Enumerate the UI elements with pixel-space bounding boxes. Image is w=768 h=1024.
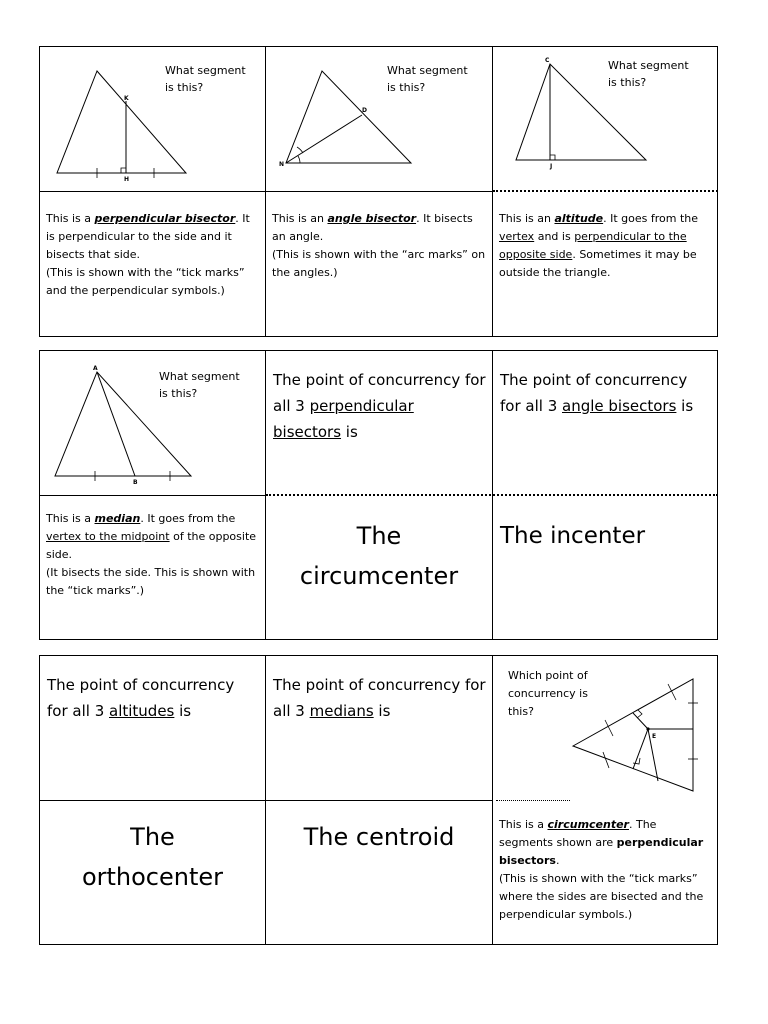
card-block-1 <box>39 46 718 337</box>
triangle-circumcenter-figure <box>493 656 718 800</box>
card-answer-perpendicular-bisector <box>40 192 265 337</box>
card-answer-circumcenter <box>266 496 492 640</box>
card-question-angle-bisector <box>266 47 492 191</box>
point-label: E <box>652 733 657 740</box>
answer-text: The incenter <box>500 523 646 549</box>
question-text: The point of concurrency for all 3 altitudes is <box>47 676 235 720</box>
answer-description: This is an altitude. It goes from the vertex and is perpendicular to the opposite side. Sometimes it may be outside the triangle. <box>499 212 699 279</box>
question-text: What segment is this? <box>165 64 246 94</box>
answer-text: The circumcenter <box>299 522 459 590</box>
answer-description: This is a perpendicular bisector. It is perpendicular to the side and it bisects that side. (This is shown with the “tick marks” and the perpendicular symbols.) <box>46 212 250 297</box>
answer-text: The centroid <box>303 823 455 851</box>
card-answer-orthocenter <box>40 801 265 945</box>
card-answer-median <box>40 496 265 640</box>
card-question-perpendicular-bisector <box>40 47 265 191</box>
question-text: What segment is this? <box>159 370 240 400</box>
card-answer-altitude <box>493 192 718 337</box>
question-text: What segment is this? <box>608 59 689 89</box>
question-text: Which point of concurrency is this? <box>508 669 588 718</box>
question-text: The point of concurrency for all 3 angle bisectors is <box>500 371 694 415</box>
point-label: N <box>279 161 285 168</box>
card-answer-incenter <box>493 496 718 640</box>
question-text: What segment is this? <box>387 64 468 94</box>
answer-text: The orthocenter <box>81 823 224 891</box>
answer-description: This is an angle bisector. It bisects an angle. (This is shown with the “arc marks” on the angles.) <box>272 212 486 279</box>
point-label: A <box>93 365 98 372</box>
card-question-altitude <box>493 47 718 191</box>
card-question-circumcenter-figure <box>493 656 718 800</box>
card-question-circumcenter <box>266 351 492 495</box>
point-label: B <box>133 479 138 486</box>
card-block-2 <box>39 350 718 640</box>
question-text: The point of concurrency for all 3 perpendicular bisectors is <box>273 371 486 441</box>
card-answer-angle-bisector <box>266 192 492 337</box>
point-label: J <box>550 163 553 170</box>
point-label: D <box>362 107 367 114</box>
point-label: K <box>124 95 129 102</box>
card-answer-circumcenter <box>493 801 718 945</box>
card-block-3 <box>39 655 718 945</box>
card-answer-centroid <box>266 801 492 945</box>
answer-description: This is a median. It goes from the vertex to the midpoint of the opposite side. (It bisects the side. This is shown with the “tick marks”.) <box>46 512 257 597</box>
point-label: C <box>545 57 550 64</box>
answer-description: This is a circumcenter. The segments shown are perpendicular bisectors. (This is shown with the “tick marks” where the sides are bisected and the perpendicular symbols.) <box>499 818 704 921</box>
card-question-incenter <box>493 351 718 495</box>
card-question-median <box>40 351 265 495</box>
card-question-centroid <box>266 656 492 800</box>
card-question-orthocenter <box>40 656 265 800</box>
question-text: The point of concurrency for all 3 medians is <box>273 676 486 720</box>
point-label: H <box>124 176 130 183</box>
